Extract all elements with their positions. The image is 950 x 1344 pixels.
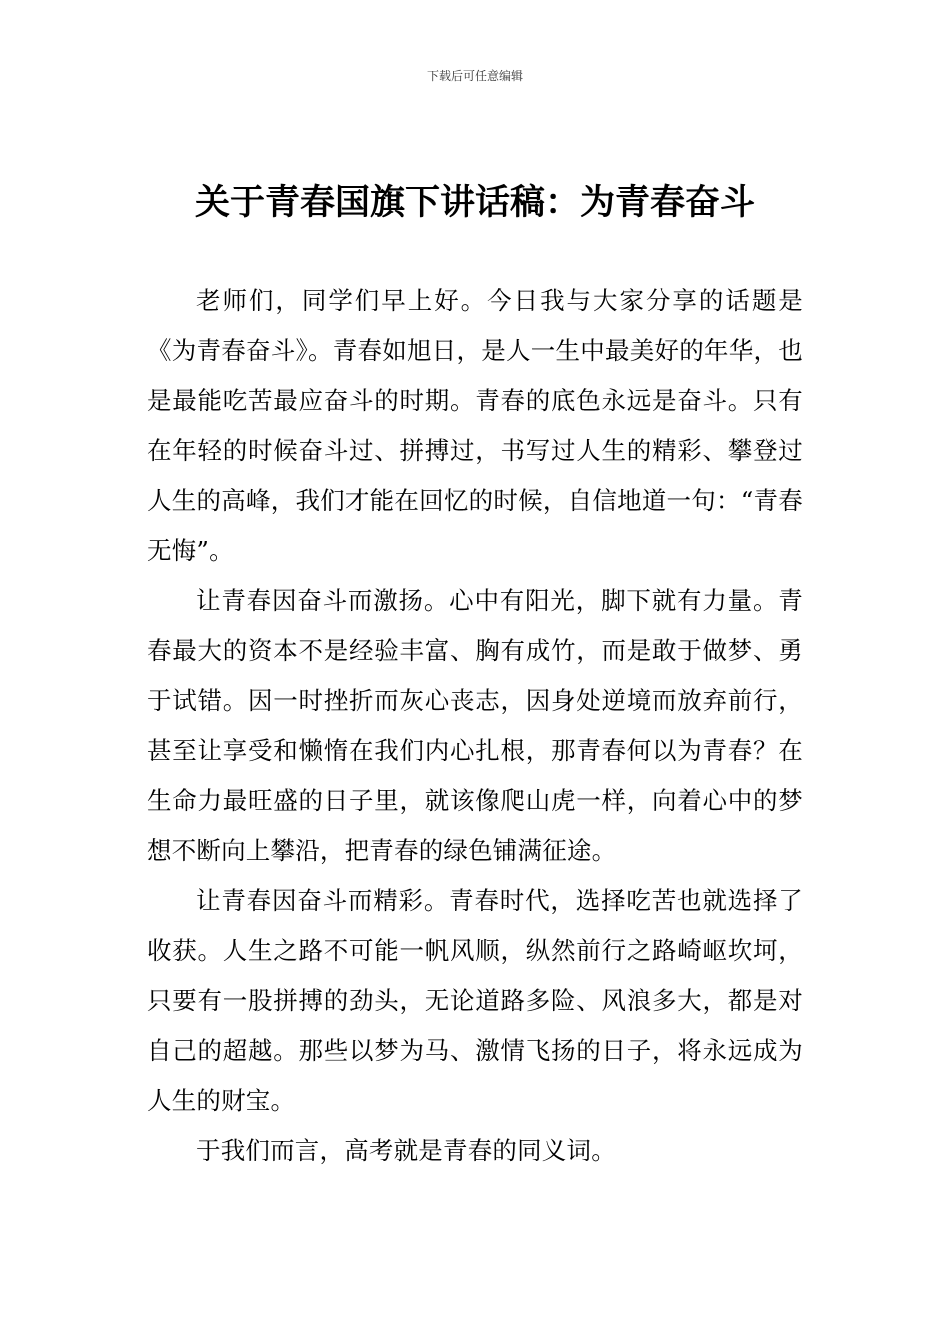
paragraph-2: 让青春因奋斗而激扬。心中有阳光，脚下就有力量。青春最大的资本不是经验丰富、胸有成竹，而是敢于做梦、勇于试错。因一时挫折而灰心丧志，因身处逆境而放弃前行，甚至让享受和懒惰在我们内心扎根，那青春何以为青春？在生命力最旺盛的日子里，就该像爬山虎一样，向着心中的梦想不断向上攀沿，把青春的绿色铺满征途。 [147, 586, 803, 865]
paragraph-1: 老师们，同学们早上好。今日我与大家分享的话题是《为青春奋斗》。青春如旭日，是人一生中最美好的年华，也是最能吃苦最应奋斗的时期。青春的底色永远是奋斗。只有在年轻的时候奋斗过、拼搏过，书写过人生的精彩、攀登过人生的高峰，我们才能在回忆的时候，自信地道一句：“青春无悔”。 [147, 286, 803, 565]
paragraph-3: 让青春因奋斗而精彩。青春时代，选择吃苦也就选择了收获。人生之路不可能一帆风顺，纵然前行之路崎岖坎坷，只要有一股拼搏的劲头，无论道路多险、风浪多大，都是对自己的超越。那些以梦为马、激情飞扬的日子，将永远成为人生的财宝。 [147, 886, 803, 1115]
paragraph-4: 于我们而言，高考就是青春的同义词。 [196, 1136, 616, 1165]
document-body [147, 276, 803, 1176]
document-title: 关于青春国旗下讲话稿：为青春奋斗 [194, 183, 755, 223]
header-note: 下载后可任意编辑 [426, 69, 523, 83]
